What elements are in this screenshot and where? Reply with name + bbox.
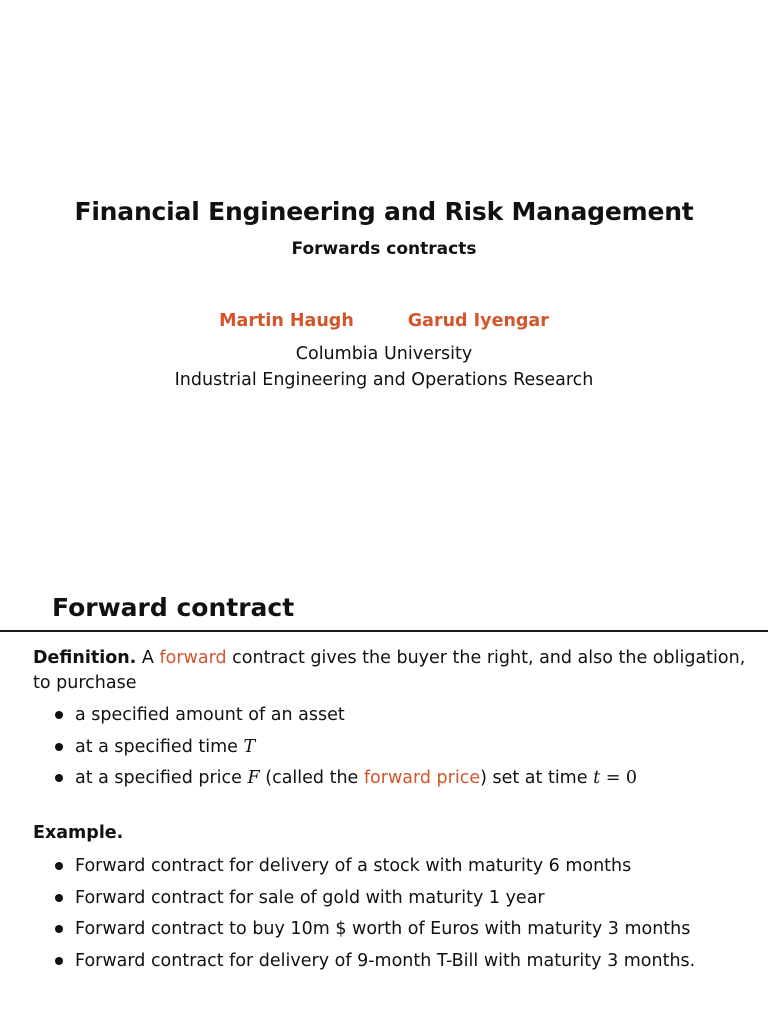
bullet-icon xyxy=(55,925,63,933)
author-name: Martin Haugh xyxy=(219,311,354,331)
bullet-icon xyxy=(55,894,63,902)
definition-label: Definition. xyxy=(33,648,137,668)
definition-paragraph xyxy=(33,646,758,696)
bullet-text: at a specified time xyxy=(75,736,238,757)
list-item xyxy=(54,886,695,918)
definition-text: contract gives the buyer the right, and also the obligation, to purchase xyxy=(33,648,746,693)
bullet-text: ) set at time xyxy=(480,768,588,789)
example-label: Example. xyxy=(33,823,124,843)
presentation-title: Financial Engineering and Risk Management xyxy=(74,197,694,226)
forward-price-term: forward price xyxy=(363,768,481,789)
bullet-text: Forward contract for sale of gold with maturity 1 year xyxy=(75,887,545,908)
math-variable: t xyxy=(593,768,601,789)
definition-bullet-list xyxy=(54,703,637,798)
heading-divider xyxy=(0,630,768,632)
presentation-subtitle: Forwards contracts xyxy=(291,239,477,259)
list-item xyxy=(54,854,695,886)
bullet-text: (called the xyxy=(265,768,359,789)
bullet-text: Forward contract for delivery of a stock with maturity 6 months xyxy=(75,856,632,876)
affiliation-university: Columbia University xyxy=(295,344,473,364)
affiliation-department: Industrial Engineering and Operations Research xyxy=(174,370,594,390)
bullet-text: at a specified price xyxy=(75,768,242,789)
bullet-icon xyxy=(55,957,63,965)
math-variable: F xyxy=(247,768,260,789)
slide-heading: Forward contract xyxy=(52,593,295,622)
bullet-icon xyxy=(55,774,63,782)
list-item xyxy=(54,735,637,767)
bullet-text: Forward contract to buy 10m $ worth of Euros with maturity 3 months xyxy=(75,919,691,940)
list-item xyxy=(54,766,637,798)
author-name: Garud Iyengar xyxy=(407,311,549,331)
example-bullet-list xyxy=(54,854,695,980)
bullet-icon xyxy=(55,862,63,870)
math-equation: = 0 xyxy=(605,768,638,789)
list-item xyxy=(54,949,695,981)
definition-term: forward xyxy=(159,648,227,668)
list-item xyxy=(54,917,695,949)
bullet-icon xyxy=(55,711,63,719)
math-variable: T xyxy=(243,736,256,757)
authors-line xyxy=(0,311,768,331)
list-item xyxy=(54,703,637,735)
bullet-icon xyxy=(55,743,63,751)
bullet-text: Forward contract for delivery of 9-month T-Bill with maturity 3 months. xyxy=(75,950,696,971)
definition-pre: A xyxy=(141,648,154,668)
bullet-text: a specified amount of an asset xyxy=(75,705,345,725)
